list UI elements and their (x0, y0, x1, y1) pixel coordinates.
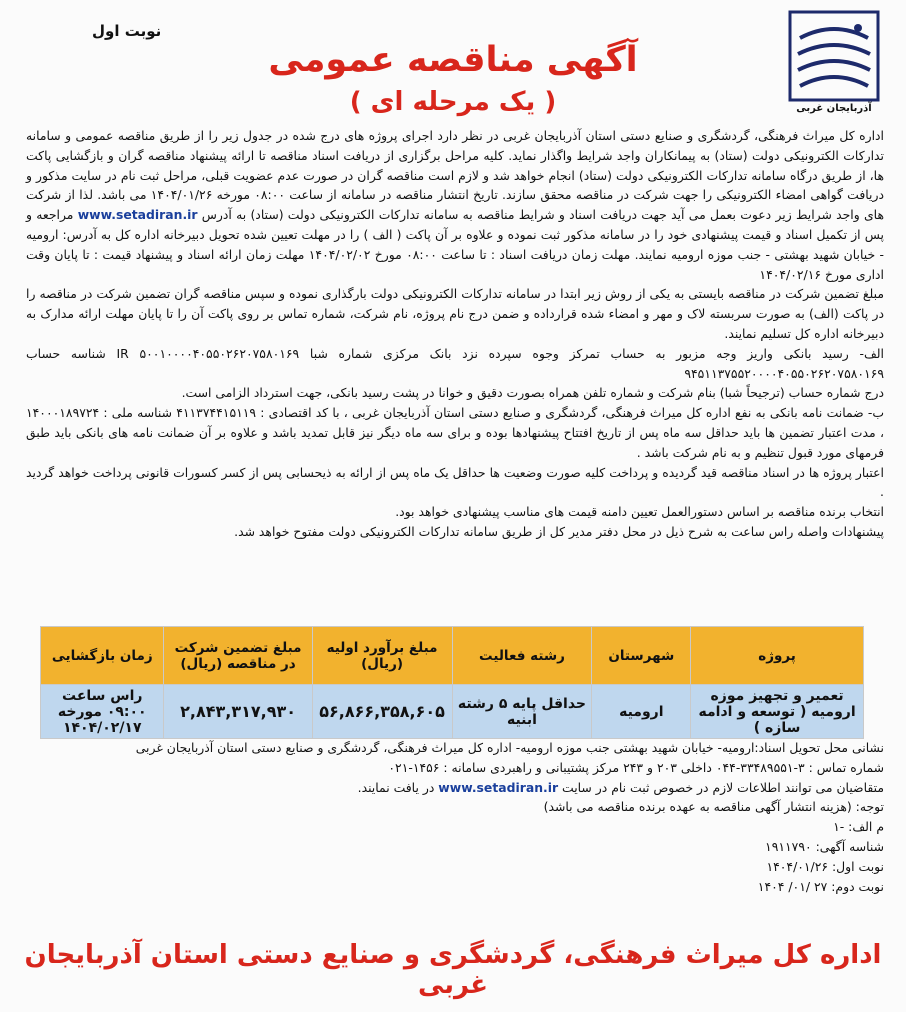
header-estimate: مبلغ برآورد اولیه (ریال) (312, 627, 452, 685)
contact-phone: شماره تماس : ۳-۳۳۴۸۹۵۵۱-۰۴۴ داخلی ۲۰۳ و ۲۴۳ مرکز پشتیبانی و راهبردی سامانه : ۱۴۵۶-۰۲۱ (388, 759, 884, 775)
cost-note: توجه: (هزینه انتشار آگهی مناقصه به عهده برنده مناقصه می باشد) (543, 799, 884, 815)
first-turn-date: نوبت اول: ۱۴۰۴/۰۱/۲۶ (766, 858, 884, 874)
notice-body (26, 126, 884, 542)
account-number-paragraph: درج شماره حساب (ترجیحاً شبا) بنام شرکت و شماره تلفن همراه بصورت دقیق و خوانا در پشت رسید بانکی، جهت استرداد الزامی است. (181, 385, 884, 401)
contact-block (26, 738, 884, 896)
registration-text-end: در یافت نمایند. (357, 779, 435, 795)
header-opening-time: زمان بازگشایی (41, 627, 164, 685)
projects-table (40, 626, 864, 739)
registration-info (26, 778, 884, 798)
header-project: پروژه (691, 627, 864, 685)
header-guarantee: مبلغ تضمین شرکت در مناقصه (ریال) (164, 627, 312, 685)
cell-opening-time: راس ساعت ۰۹:۰۰ مورخه ۱۴۰۴/۰۲/۱۷ (41, 685, 164, 739)
setadiran-link[interactable]: www.setadiran.ir (77, 207, 198, 223)
footer-org-name: اداره کل میراث فرهنگی، گردشگری و صنایع دستی استان آذربایجان غربی (24, 940, 882, 1000)
winner-selection-paragraph: انتخاب برنده مناقصه بر اساس دستورالعمل تعیین دامنه قیمت های مناسب پیشنهادی خواهد بود. (395, 504, 884, 520)
intro-paragraph (26, 126, 884, 284)
page-title: آگهی مناقصه عمومی (268, 40, 638, 80)
delivery-address: نشانی محل تحویل اسناد:ارومیه- خیابان شهید بهشتی جنب موزه ارومیه- اداره کل میراث فرهنگی، گردشگری و صنایع دستی استان آذربایجان غربی (135, 740, 884, 755)
credit-paragraph: اعتبار پروژه ها در اسناد مناقصه قید گردیده و پرداخت کلیه صورت وضعیت ها حداقل یک ماه پس از ارائه به ذیحسابی پس از کسر کسورات قانونی پرداخت خواهد گردید . (26, 464, 884, 500)
page-subtitle: ( یک مرحله ای ) (349, 87, 557, 117)
guarantee-paragraph: مبلغ تضمین شرکت در مناقصه بایستی به یکی از روش زیر ابتدا در سامانه تدارکات الکترونیکی دولت بارگذاری نموده و سپس مناقصه گران تضمین شرکت در مناقصه را در پاکت (الف) به صورت سربسته لاک و مهر و امضاء شده قرارداده و ضمن درج نام پروژه، نام شرکت، شماره تماس بر روی پاکت آن را تا پایان مهلت ارائه مدارک به دبیرخانه اداره کل تسلیم نمایند. (26, 286, 884, 341)
cell-guarantee: ۲,۸۴۳,۳۱۷,۹۳۰ (164, 685, 312, 739)
header-city: شهرستان (592, 627, 691, 685)
bank-receipt-paragraph: الف- رسید بانکی واریز وجه مزبور به حساب تمرکز وجوه سپرده نزد بانک مرکزی شماره شبا IR ۵۰۰۱۰۰۰۰۴۰۵۵۰۲۶۲۰۷۵۸۰۱۶۹ شناسه حساب ۹۴۵۱۱۳۷۵۵۲۰۰۰۰۴۰۵۵۰۲۶۲۰۷۵۸۰۱۶۹ (26, 345, 884, 381)
header-activity: رشته فعالیت (452, 627, 592, 685)
opening-paragraph: پیشنهادات واصله راس ساعت به شرح ذیل در محل دفتر مدیر کل از طریق سامانه تدارکات الکترونیکی دولت مفتوح خواهد شد. (234, 523, 884, 539)
cell-project: تعمیر و تجهیز موزه ارومیه ( توسعه و ادامه سازه ) (691, 685, 864, 739)
turn-label: نوبت اول (92, 22, 162, 40)
intro-text-continued: مراجعه و پس از تکمیل اسناد و قیمت پیشنهادی خود را در سامانه مذکور ثبت نموده و علاوه بر آن پاکت ( الف ) را در مهلت تعیین شده تحویل دبیرخانه اداره کل به آدرس: ارومیه - خیابان شهید بهشتی - جنب موزه ارومیه نمایند. مهلت زمان دریافت اسناد : تا ساعت ۰۸:۰۰ مورخ ۱۴۰۴/۰۲/۰۲ مهلت زمان ارائه اسناد و پیشنهاد قیمت : تا پایان وقت اداری مورخ ۱۴۰۴/۰۲/۱۶ (26, 207, 885, 282)
table-header-row (41, 627, 864, 685)
cell-activity: حداقل پایه ۵ رشته ابنیه (452, 685, 592, 739)
cell-city: ارومیه (592, 685, 691, 739)
intro-text: اداره کل میراث فرهنگی، گردشگری و صنایع دستی استان آذربایجان غربی در نظر دارد اجرای پروژه های درج شده در جدول زیر را از طریق مناقصه عمومی و سامانه تدارکات الکترونیکی دولت (ستاد) به پیمانکاران واجد شرایط واگذار نماید. کلیه مراحل برگزاری از دریافت اسناد مناقصه تا ارائه پیشنهاد مناقصه گران و بازگشایی پاکت ها، از طریق درگاه سامانه تدارکات الکترونیکی دولت (ستاد) انجام خواهد شد و لازم است مناقصه گران در صورت عدم عضویت قبلی، مراحل ثبت نام در سایت مذکور و دریافت گواهی امضاء الکترونیکی را جهت شرکت در مناقصه محقق سازند. تاریخ انتشار مناقصه در سامانه از ساعت ۰۸:۰۰ مورخه ۱۴۰۴/۰۱/۲۶ می باشد. لذا از شرکت های واجد شرایط زیر دعوت بعمل می آید جهت دریافت اسناد و شرایط مناقصه به سامانه تدارکات الکترونیکی دولت (ستاد) به آدرس (26, 128, 884, 223)
logo-caption: آذربایجان غربی (796, 103, 872, 114)
bank-guarantee-paragraph: ب- ضمانت نامه بانکی به نفع اداره کل میراث فرهنگی، گردشگری و صنایع دستی استان آذربایجان غربی ، با کد اقتصادی : ۴۱۱۳۷۴۴۱۵۱۱۹ شناسه ملی : ۱۴۰۰۰۱۸۹۷۲۴ ، مدت اعتبار تضمین ها باید حداقل سه ماه پس از تاریخ افتتاح پیشنهادها بوده و برای سه ماه دیگر نیز قابل تمدید باشد و علاوه بر آن ضمانت نامه های بانکی باید طبق فرمهای مورد قبول تنظیم و به نام شرکت باشد . (26, 405, 884, 460)
table-row (41, 685, 864, 739)
cell-estimate: ۵۶,۸۶۶,۳۵۸,۶۰۵ (312, 685, 452, 739)
reference-code: م الف: -۱ (833, 819, 884, 835)
ad-id: شناسه آگهی: ۱۹۱۱۷۹۰ (765, 838, 884, 854)
registration-text: متقاضیان می توانند اطلاعات لازم در خصوص ثبت نام در سایت (562, 779, 884, 795)
registration-link[interactable]: www.setadiran.ir (438, 779, 559, 795)
second-turn-date: نوبت دوم: ۲۷ /۰۱/ ۱۴۰۴ (757, 878, 884, 894)
